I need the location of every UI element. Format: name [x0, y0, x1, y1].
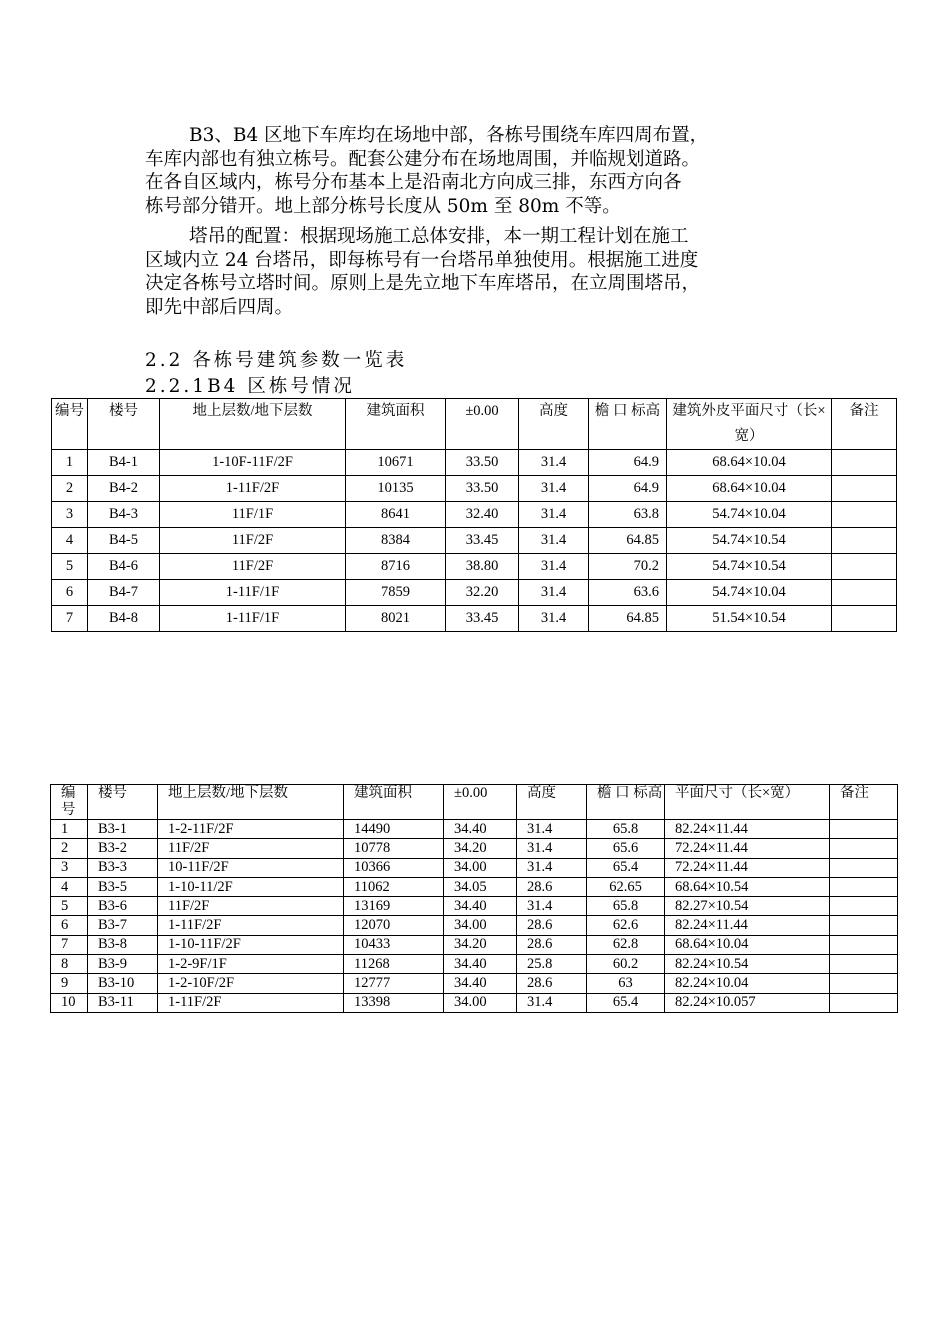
table-cell: 82.24×11.44: [665, 820, 830, 839]
table-cell: B3-6: [88, 897, 158, 916]
table-cell: 38.80: [446, 554, 519, 580]
table-cell: 62.8: [587, 935, 665, 954]
subsection-heading: 2.2.1B4 区栋号情况: [145, 376, 355, 397]
table-cell: 25.8: [517, 955, 587, 974]
table-row: [52, 554, 897, 580]
header-cell: 楼号: [88, 785, 158, 820]
table-cell: 10-11F/2F: [158, 858, 344, 877]
table-cell: 68.64×10.04: [667, 450, 832, 476]
table-cell: 68.64×10.54: [665, 877, 830, 896]
header-cell: 编号: [51, 785, 88, 820]
table-row: [52, 450, 897, 476]
table-cell: 31.4: [517, 820, 587, 839]
table-cell: 65.8: [587, 897, 665, 916]
table-cell: 31.4: [517, 839, 587, 858]
table-cell: 8384: [346, 528, 446, 554]
table-cell: B4-2: [88, 476, 160, 502]
table-cell: 82.24×11.44: [665, 916, 830, 935]
table-cell: B4-5: [88, 528, 160, 554]
table-cell: [832, 606, 897, 632]
table-cell: B3-9: [88, 955, 158, 974]
table-cell: 65.8: [587, 820, 665, 839]
b4-building-table: [51, 398, 897, 632]
table-cell: 1-2-9F/1F: [158, 955, 344, 974]
table-cell: 11F/1F: [160, 502, 346, 528]
table-cell: 63: [587, 974, 665, 993]
table-cell: 64.85: [589, 528, 667, 554]
table-cell: 70.2: [589, 554, 667, 580]
table-cell: B3-8: [88, 935, 158, 954]
table-cell: 62.6: [587, 916, 665, 935]
paragraph-line: 在各自区域内，栋号分布基本上是沿南北方向成三排，东西方向各: [145, 172, 682, 193]
b3-building-table: [50, 784, 898, 1013]
table-cell: 1-10-11F/2F: [158, 935, 344, 954]
table-cell: 14490: [344, 820, 444, 839]
header-cell: 备注: [830, 785, 898, 820]
table-cell: 33.50: [446, 476, 519, 502]
paragraph-line: 塔吊的配置：根据现场施工总体安排，本一期工程计划在施工: [189, 226, 689, 247]
table-cell: 10366: [344, 858, 444, 877]
table-cell: 7: [52, 606, 88, 632]
table-cell: 13169: [344, 897, 444, 916]
table-cell: 12777: [344, 974, 444, 993]
table-cell: 82.27×10.54: [665, 897, 830, 916]
header-cell: 地上层数/地下层数: [160, 399, 346, 450]
table-cell: B3-7: [88, 916, 158, 935]
table-cell: 54.74×10.54: [667, 528, 832, 554]
header-cell: 建筑外皮平面尺寸（长×宽）: [667, 399, 832, 450]
table-cell: 63.8: [589, 502, 667, 528]
table-cell: [832, 502, 897, 528]
table-cell: B3-5: [88, 877, 158, 896]
table-cell: 28.6: [517, 935, 587, 954]
table-cell: B4-8: [88, 606, 160, 632]
table-cell: 33.45: [446, 606, 519, 632]
table-cell: [830, 877, 898, 896]
table-cell: 34.00: [444, 916, 517, 935]
table-row: [51, 820, 898, 839]
table-cell: 10433: [344, 935, 444, 954]
table-cell: 34.00: [444, 993, 517, 1012]
table-cell: 28.6: [517, 916, 587, 935]
table-cell: 3: [52, 502, 88, 528]
table-cell: 10778: [344, 839, 444, 858]
table-cell: 4: [52, 528, 88, 554]
table-cell: 34.20: [444, 839, 517, 858]
header-cell: ±0.00: [444, 785, 517, 820]
header-cell: 建筑面积: [344, 785, 444, 820]
table-row: [51, 858, 898, 877]
intro-paragraph-layout: [145, 124, 815, 218]
table-cell: 34.00: [444, 858, 517, 877]
table-cell: 65.4: [587, 858, 665, 877]
paragraph-line: 即先中部后四周。: [145, 296, 294, 318]
table-cell: [832, 528, 897, 554]
table-cell: [830, 935, 898, 954]
table-cell: [832, 450, 897, 476]
table-cell: 31.4: [517, 993, 587, 1012]
table-cell: [832, 476, 897, 502]
table-row: [51, 955, 898, 974]
table-cell: 8641: [346, 502, 446, 528]
table-cell: B3-2: [88, 839, 158, 858]
table-cell: 64.85: [589, 606, 667, 632]
table-header-row: [52, 399, 897, 450]
table-row: [51, 993, 898, 1012]
table-cell: 34.40: [444, 974, 517, 993]
table-cell: [830, 839, 898, 858]
table-cell: 2: [52, 476, 88, 502]
table-header-row: [51, 785, 898, 820]
table-cell: 8021: [346, 606, 446, 632]
table-cell: B4-7: [88, 580, 160, 606]
table-cell: 31.4: [517, 897, 587, 916]
header-cell: 编号: [52, 399, 88, 450]
table-cell: 34.05: [444, 877, 517, 896]
table-cell: 54.74×10.54: [667, 554, 832, 580]
table-cell: 7: [51, 935, 88, 954]
table-cell: 11268: [344, 955, 444, 974]
table-row: [52, 502, 897, 528]
table-cell: [830, 858, 898, 877]
header-cell: 高度: [517, 785, 587, 820]
table-cell: 82.24×10.54: [665, 955, 830, 974]
table-row: [52, 606, 897, 632]
table-cell: 10: [51, 993, 88, 1012]
table-cell: 33.45: [446, 528, 519, 554]
table-cell: 1: [52, 450, 88, 476]
table-cell: 72.24×11.44: [665, 839, 830, 858]
table-cell: 1-11F/1F: [160, 580, 346, 606]
table-cell: 31.4: [519, 502, 589, 528]
header-cell: 楼号: [88, 399, 160, 450]
table-cell: 31.4: [519, 528, 589, 554]
paragraph-line: 决定各栋号立塔时间。原则上是先立地下车库塔吊，在立周围塔吊，: [145, 273, 701, 294]
table-row: [51, 916, 898, 935]
table-cell: 10135: [346, 476, 446, 502]
table-cell: 51.54×10.54: [667, 606, 832, 632]
table-cell: 28.6: [517, 974, 587, 993]
table-cell: 5: [52, 554, 88, 580]
table-cell: B4-6: [88, 554, 160, 580]
table-cell: [830, 820, 898, 839]
table-cell: 28.6: [517, 877, 587, 896]
table-cell: [832, 554, 897, 580]
table-cell: 1-10-11/2F: [158, 877, 344, 896]
table-cell: 11F/2F: [160, 554, 346, 580]
paragraph-line: 车库内部也有独立栋号。配套公建分布在场地周围，并临规划道路。: [145, 148, 701, 170]
table-cell: 1-11F/1F: [160, 606, 346, 632]
table-cell: 12070: [344, 916, 444, 935]
table-cell: B4-3: [88, 502, 160, 528]
table-cell: [830, 974, 898, 993]
table-cell: 32.20: [446, 580, 519, 606]
table-cell: 4: [51, 877, 88, 896]
table-cell: 68.64×10.04: [665, 935, 830, 954]
header-cell: 高度: [519, 399, 589, 450]
table-row: [51, 935, 898, 954]
table-cell: [830, 916, 898, 935]
table-cell: 11F/2F: [158, 897, 344, 916]
header-cell: 备注: [832, 399, 897, 450]
table-cell: 34.20: [444, 935, 517, 954]
table-cell: B3-3: [88, 858, 158, 877]
section-heading: 2.2 各栋号建筑参数一览表: [145, 350, 408, 371]
table-cell: 31.4: [519, 450, 589, 476]
header-cell: 檐 口 标高: [589, 399, 667, 450]
crane-paragraph: [145, 225, 815, 319]
table-cell: 68.64×10.04: [667, 476, 832, 502]
table-cell: 34.40: [444, 897, 517, 916]
table-cell: 1-2-11F/2F: [158, 820, 344, 839]
table-cell: 31.4: [519, 554, 589, 580]
table-cell: 1-10F-11F/2F: [160, 450, 346, 476]
table-row: [52, 476, 897, 502]
paragraph-line: 区域内立 24 台塔吊，即每栋号有一台塔吊单独使用。根据施工进度: [145, 249, 699, 271]
table-cell: 7859: [346, 580, 446, 606]
table-row: [51, 877, 898, 896]
table-cell: B3-11: [88, 993, 158, 1012]
table-cell: 11062: [344, 877, 444, 896]
table-row: [51, 839, 898, 858]
table-cell: 72.24×11.44: [665, 858, 830, 877]
table-cell: 10671: [346, 450, 446, 476]
table-cell: 3: [51, 858, 88, 877]
table-cell: 5: [51, 897, 88, 916]
table-cell: 33.50: [446, 450, 519, 476]
table-cell: 8: [51, 955, 88, 974]
table-row: [52, 528, 897, 554]
table-cell: 64.9: [589, 476, 667, 502]
table-row: [51, 897, 898, 916]
table-cell: 31.4: [519, 606, 589, 632]
header-cell: 建筑面积: [346, 399, 446, 450]
table-cell: B3-1: [88, 820, 158, 839]
paragraph-line: 栋号部分错开。地上部分栋号长度从 50m 至 80m 不等。: [145, 195, 621, 217]
table-cell: 64.9: [589, 450, 667, 476]
table-cell: B4-1: [88, 450, 160, 476]
table-cell: 31.4: [519, 476, 589, 502]
table-cell: 54.74×10.04: [667, 580, 832, 606]
table-row: [52, 580, 897, 606]
table-cell: 31.4: [519, 580, 589, 606]
table-cell: 34.40: [444, 820, 517, 839]
table-cell: 62.65: [587, 877, 665, 896]
table-cell: 11F/2F: [160, 528, 346, 554]
table-cell: 54.74×10.04: [667, 502, 832, 528]
table-row: [51, 974, 898, 993]
table-cell: 1-2-10F/2F: [158, 974, 344, 993]
table-cell: 6: [51, 916, 88, 935]
header-cell: 地上层数/地下层数: [158, 785, 344, 820]
table-cell: 34.40: [444, 955, 517, 974]
table-cell: 8716: [346, 554, 446, 580]
table-cell: 65.4: [587, 993, 665, 1012]
header-cell: 檐 口 标高: [587, 785, 665, 820]
table-cell: 60.2: [587, 955, 665, 974]
table-cell: 82.24×10.057: [665, 993, 830, 1012]
table-cell: 31.4: [517, 858, 587, 877]
table-cell: 63.6: [589, 580, 667, 606]
table-cell: 1-11F/2F: [158, 916, 344, 935]
table-cell: 2: [51, 839, 88, 858]
header-cell: ±0.00: [446, 399, 519, 450]
paragraph-line: B3、B4 区地下车库均在场地中部，各栋号围绕车库四周布置，: [189, 125, 709, 146]
header-cell: 平面尺寸（长×宽）: [665, 785, 830, 820]
table-cell: 6: [52, 580, 88, 606]
table-cell: [832, 580, 897, 606]
table-cell: 82.24×10.04: [665, 974, 830, 993]
table-cell: 9: [51, 974, 88, 993]
table-cell: 13398: [344, 993, 444, 1012]
table-cell: 32.40: [446, 502, 519, 528]
table-cell: B3-10: [88, 974, 158, 993]
table-cell: [830, 993, 898, 1012]
table-cell: [830, 897, 898, 916]
table-cell: 1: [51, 820, 88, 839]
table-cell: [830, 955, 898, 974]
table-cell: 1-11F/2F: [160, 476, 346, 502]
table-cell: 11F/2F: [158, 839, 344, 858]
table-cell: 1-11F/2F: [158, 993, 344, 1012]
table-cell: 65.6: [587, 839, 665, 858]
